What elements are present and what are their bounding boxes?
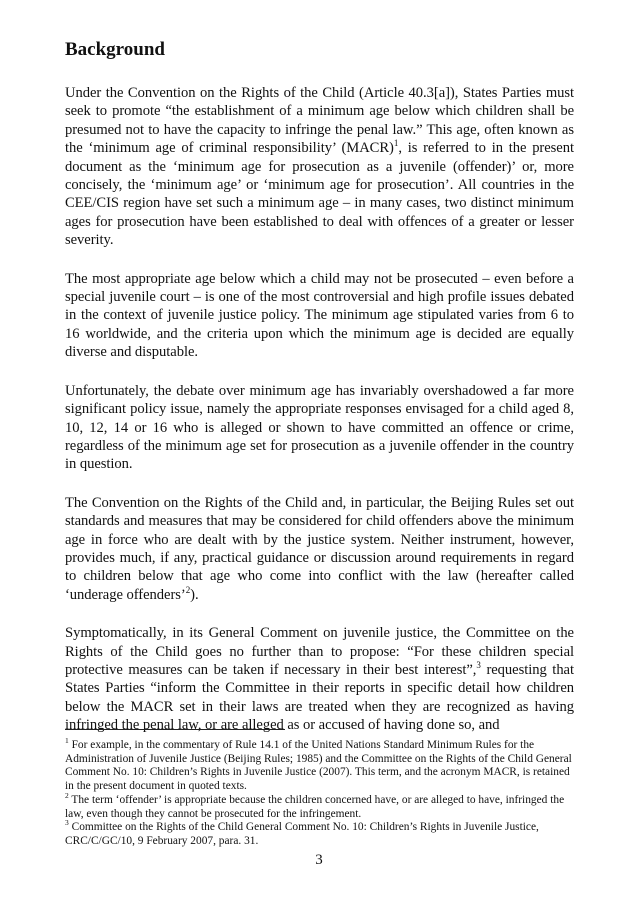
footnote-separator (65, 729, 285, 730)
footnote-text-3: Committee on the Rights of the Child General Comment No. 10: Children’s Rights in Juvenile Justice, CRC/C/GC/10, 9 February 2007, para. 31. (65, 821, 539, 847)
section-heading: Background (65, 39, 165, 60)
paragraph-1-text-a: Under the Convention on the Rights of the Child (Article 40.3[a]), States Parties must seek to promote “the establishment of a minimum age below which children shall be presumed not to have the capacity to infringe the penal law.” This age, often known as the ‘minimum age of criminal responsibility’ (MACR) (65, 85, 574, 157)
paragraph-1-text-b: , is referred to in the present document as the ‘minimum age for prosecution as a juvenile (offender)’ or, more concisely, the ‘minimum age’ or ‘minimum age for prosecution’. All countries in the CEE/CIS region have set such a minimum age – in many cases, two distinct minimum ages for prosecution have been established to deal with offences of a greater or lesser severity. (65, 140, 574, 249)
footnote-number-2: 2 (65, 791, 69, 801)
footnote-number-1: 1 (65, 736, 69, 746)
paragraph-3: Unfortunately, the debate over minimum age has invariably overshadowed a far more significant policy issue, namely the appropriate responses envisaged for a child aged 8, 10, 12, 14 or 16 who is alleged or shown to have committed an offence or crime, regardless of the minimum age set for prosecution as a juvenile offender in the country in question. (65, 382, 574, 473)
footnote-text-2: The term ‘offender’ is appropriate because the children concerned have, or are alleged to have, infringed the law, even though they cannot be prosecuted for the infringement. (65, 793, 565, 820)
paragraph-2: The most appropriate age below which a child may not be prosecuted – even before a special juvenile court – is one of the most controversial and high profile issues debated in the context of juvenile justice policy. The minimum age stipulated varies from 6 to 16 worldwide, and the criteria upon which the minimum age is decided are equally diverse and disputable. (65, 270, 574, 361)
page-number: 3 (315, 852, 323, 868)
paragraph-5-text-a: Symptomatically, in its General Comment on juvenile justice, the Committee on the Rights of the Child goes no further than to propose: “For these children special protective measures can be taken if necessary in their best interest”, (65, 625, 574, 678)
paragraph-1 (65, 84, 574, 250)
footnote-ref-3[interactable]: 3 (476, 660, 481, 671)
footnote-ref-2[interactable]: 2 (185, 584, 191, 595)
paragraph-5 (65, 624, 574, 734)
footnote-number-3: 3 (65, 818, 69, 828)
paragraph-4-text-b: ). (190, 586, 199, 603)
footnote-2 (65, 791, 574, 821)
paragraph-5-text-b: requesting that States Parties “inform the Committee in their reports in specific detail how children below the MACR set in their laws are treated when they are recognized as having infringed the penal law, or are alleged as or accused of having done so, and (65, 661, 574, 734)
footnote-1 (65, 736, 574, 794)
footnote-text-1: For example, in the commentary of Rule 14.1 of the United Nations Standard Minimum Rules for the Administration of Juvenile Justice (Beijing Rules; 1985) and the Committee on the Rights of the Child General Comment No. 10: Children’s Rights in Juvenile Justice (2007). This term, and the acronym MACR, is retained in the present document in quoted texts. (65, 739, 572, 793)
footnote-3 (65, 818, 574, 848)
footnotes (65, 736, 574, 849)
footnote-ref-1[interactable]: 1 (393, 138, 399, 149)
paragraph-4 (65, 494, 574, 604)
paragraph-4-text-a: The Convention on the Rights of the Child and, in particular, the Beijing Rules set out standards and measures that may be considered for child offenders above the minimum age in force who are dealt with by the justice system. Neither instrument, however, provides much, if any, practical guidance or discussion around requirements in regard to children below that age who come into conflict with the law (hereafter called ‘underage offenders’ (65, 494, 574, 603)
page-content (65, 38, 574, 755)
